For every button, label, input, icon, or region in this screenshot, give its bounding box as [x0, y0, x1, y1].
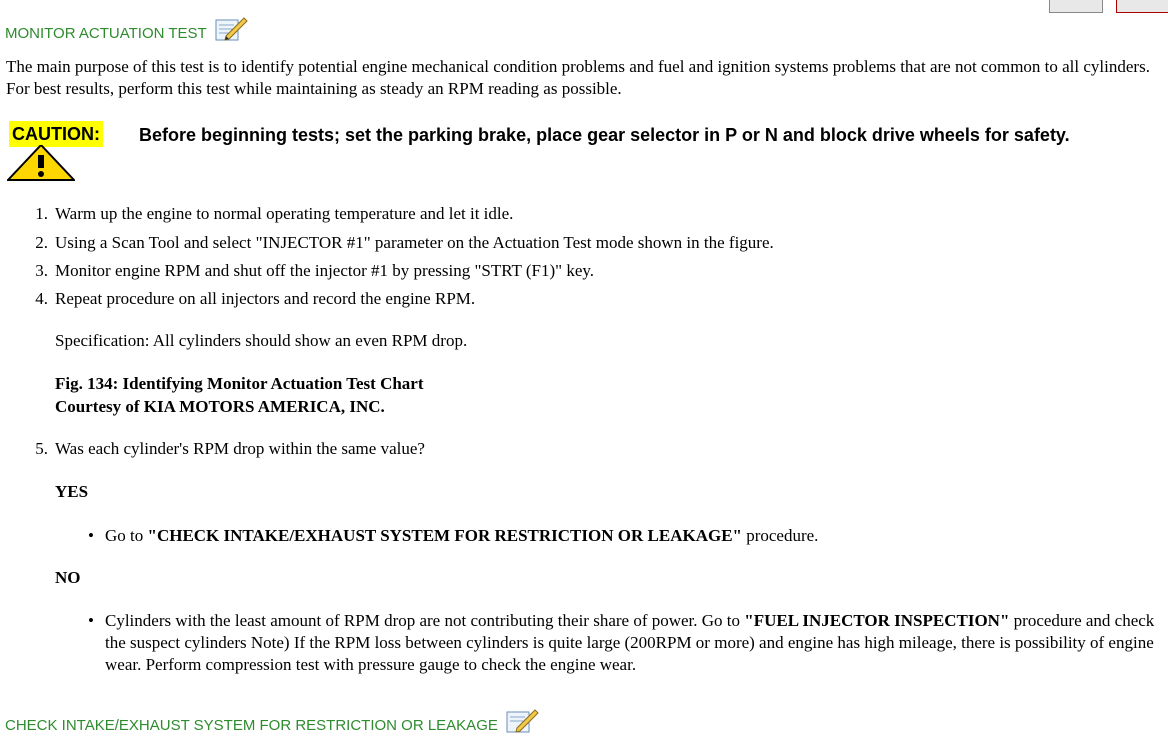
- caution-text: Before beginning tests; set the parking brake, place gear selector in P or N and block drive wheels for safety.: [139, 125, 1070, 145]
- intro-paragraph: The main purpose of this test is to identify potential engine mechanical condition problems and fuel and ignition systems problems that are not common to all cylinders. For best results, perform this test while maintaining as steady an RPM reading as possible.: [6, 57, 1150, 98]
- step-number: 5.: [35, 439, 48, 458]
- list-item: [20, 261, 594, 281]
- bullet-text-pre: Go to: [105, 526, 148, 545]
- figure-courtesy: Courtesy of KIA MOTORS AMERICA, INC.: [55, 397, 385, 416]
- bullet-dot: •: [88, 611, 94, 630]
- list-item: [20, 204, 513, 224]
- intake-exhaust-link[interactable]: "CHECK INTAKE/EXHAUST SYSTEM FOR RESTRICTION OR LEAKAGE": [147, 526, 742, 545]
- warning-triangle-icon: [7, 145, 75, 181]
- list-item: [20, 233, 774, 253]
- step-number: 4.: [35, 289, 48, 308]
- caution-label: CAUTION:: [9, 121, 103, 147]
- bullet-text-pre: Cylinders with the least amount of RPM drop are not contributing their share of power. Go to: [105, 611, 745, 630]
- close-button[interactable]: [1116, 0, 1168, 13]
- bullet-text-post: procedure.: [741, 526, 819, 545]
- step-text: Repeat procedure on all injectors and record the engine RPM.: [55, 289, 476, 308]
- next-section-title: CHECK INTAKE/EXHAUST SYSTEM FOR RESTRICTION OR LEAKAGE: [5, 717, 498, 734]
- list-item: [20, 439, 425, 459]
- bullet-text: [105, 525, 1158, 547]
- step-text: Monitor engine RPM and shut off the injector #1 by pressing "STRT (F1)" key.: [55, 261, 595, 280]
- bullet-text: [105, 610, 1158, 676]
- caution-box: [7, 121, 1157, 181]
- note-edit-icon[interactable]: [505, 706, 539, 736]
- step-text: Using a Scan Tool and select "INJECTOR #1" parameter on the Actuation Test mode shown in the figure.: [55, 233, 774, 252]
- step-number: 3.: [35, 261, 48, 280]
- step-number: 2.: [35, 233, 48, 252]
- figure-caption: Fig. 134: Identifying Monitor Actuation Test Chart: [55, 374, 424, 393]
- no-label: NO: [55, 568, 81, 587]
- step-number: 1.: [35, 204, 48, 223]
- bullet-dot: •: [88, 526, 94, 545]
- specification: Specification: All cylinders should show an even RPM drop.: [55, 331, 468, 350]
- list-item: [20, 289, 475, 309]
- step-text: Warm up the engine to normal operating temperature and let it idle.: [55, 204, 514, 223]
- step-text: Was each cylinder's RPM drop within the same value?: [55, 439, 425, 458]
- next-section-heading: [5, 706, 539, 736]
- yes-bullet: [88, 525, 1158, 547]
- section-title: MONITOR ACTUATION TEST: [5, 25, 207, 42]
- no-bullet: [88, 610, 1158, 676]
- fuel-injector-link[interactable]: "FUEL INJECTOR INSPECTION": [744, 611, 1010, 630]
- note-edit-icon[interactable]: [214, 14, 248, 44]
- bullet-text-post: procedure and check the suspect cylinders Note) If the RPM loss between cylinders is quite large (200RPM or more) and engine has high mileage, there is possibility of engine wear. Perform compression test with pressure gauge to check the engine wear.: [105, 611, 1155, 674]
- yes-label: YES: [55, 482, 89, 501]
- back-button[interactable]: [1049, 0, 1103, 13]
- section-heading: [5, 14, 248, 44]
